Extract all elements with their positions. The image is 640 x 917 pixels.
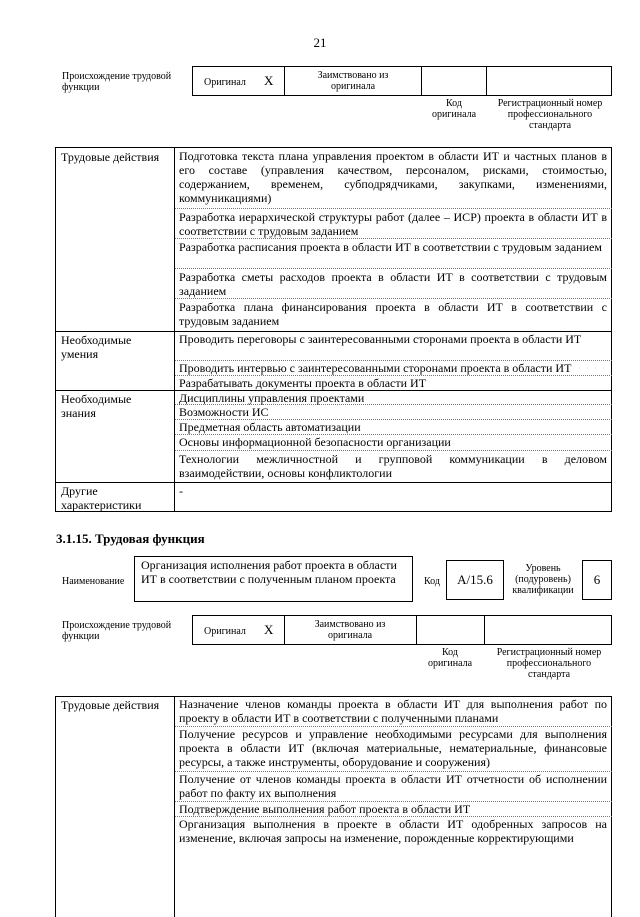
original-mark: X	[264, 73, 274, 88]
borrowed-label: Заимствовано из оригинала	[314, 619, 386, 641]
borrowed-label: Заимствовано из оригинала	[317, 70, 389, 92]
code-original-label: Код оригинала	[431, 98, 477, 120]
table-row: Подтверждение выполнения работ проекта в области ИТ	[179, 802, 471, 816]
original-label: Оригинал	[204, 77, 246, 88]
table-row: Дисциплины управления проектами	[179, 391, 365, 405]
table-row: Проводить переговоры с заинтересованными сторонами проекта в области ИТ	[179, 332, 582, 346]
table-row: Разработка плана финансирования проекта в области ИТ в соответствии с трудовым заданием	[179, 300, 607, 328]
other-characteristics-value: -	[179, 484, 183, 498]
knowledge-label: Необходимые знания	[61, 392, 132, 420]
table-row: Технологии межличностной и групповой коммуникации в деловом взаимодействии, основы конфликтологии	[179, 452, 607, 480]
level-value: 6	[593, 572, 601, 587]
section-title: 3.1.15. Трудовая функция	[56, 531, 205, 546]
table-row: Назначение членов команды проекта в области ИТ для выполнения работ по проекту в области ИТ в соответствии с полученными планами	[179, 697, 607, 725]
table-row: Разрабатывать документы проекта в области ИТ	[179, 376, 427, 390]
table-row: Возможности ИС	[179, 405, 269, 419]
level-label: Уровень (подуровень) квалификации	[512, 563, 574, 596]
code-label: Код	[424, 576, 440, 587]
table-row: Организация выполнения в проекте в области ИТ одобренных запросов на изменение, включая запросы на изменение, порожденные корректирующими	[179, 817, 607, 845]
other-characteristics-label: Другие характеристики	[61, 484, 142, 512]
labor-actions-label: Трудовые действия	[61, 698, 160, 712]
labor-actions-label: Трудовые действия	[61, 150, 160, 164]
table-row: Получение ресурсов и управление необходимыми ресурсами для выполнения проекта в области ИТ (включая материальные, нематериальные, финансовые ресурсы, а также инструменты, оборудование и сооружения)	[179, 727, 607, 769]
table-row: Разработка иерархической структуры работ (далее – ИСР) проекта в области ИТ в соответствии с трудовым заданием	[179, 210, 607, 238]
origin-label: Происхождение трудовой функции	[62, 71, 172, 93]
reg-number-label: Регистрационный номер профессионального стандарта	[497, 98, 603, 131]
origin-box	[192, 615, 612, 645]
code-original-label: Код оригинала	[427, 647, 473, 669]
code-value: A/15.6	[457, 572, 493, 587]
page-number: 21	[313, 35, 327, 50]
table-row: Проводить интервью с заинтересованными сторонами проекта в области ИТ	[179, 361, 572, 375]
table-row: Разработка расписания проекта в области ИТ в соответствии с трудовым заданием	[179, 240, 602, 254]
reg-number-label: Регистрационный номер профессионального стандарта	[496, 647, 602, 680]
table-row: Основы информационной безопасности организации	[179, 435, 451, 449]
skills-label: Необходимые умения	[61, 333, 132, 361]
table-row: Получение от членов команды проекта в области ИТ отчетности об исполнении работ по факту их выполнения	[179, 772, 607, 800]
original-label: Оригинал	[204, 626, 246, 637]
table-row: Предметная область автоматизации	[179, 420, 361, 434]
table-row: Разработка сметы расходов проекта в области ИТ в соответствии с трудовым заданием	[179, 270, 607, 298]
table-row: Подготовка текста плана управления проектом в области ИТ и частных планов в его составе (управления качеством, персоналом, рисками, стоимостью, содержанием, временем, субподрядчиками, закупками, изменениями, коммуникациями)	[179, 149, 607, 205]
function-name: Организация исполнения работ проекта в области ИТ в соответствии с полученным планом проекта	[141, 558, 397, 586]
origin-label: Происхождение трудовой функции	[62, 620, 172, 642]
name-label: Наименование	[62, 576, 125, 587]
original-mark: X	[264, 622, 274, 637]
